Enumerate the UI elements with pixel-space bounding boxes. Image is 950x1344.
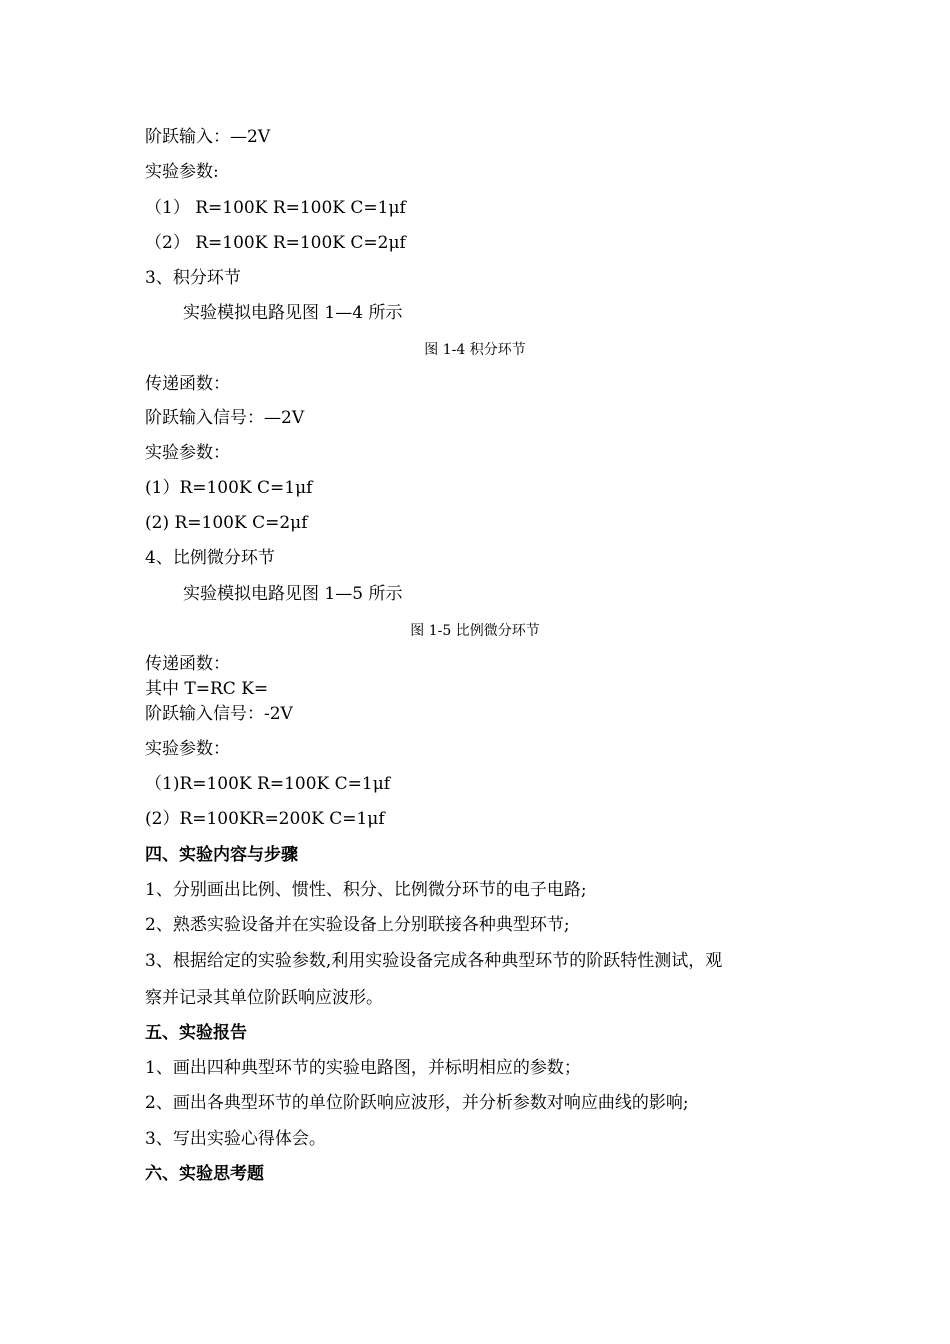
param-line-2: (2) R=100K C=2μf <box>145 513 308 533</box>
section-integral-heading: 3、积分环节 <box>145 268 241 288</box>
section-pd-heading: 4、比例微分环节 <box>145 548 275 568</box>
procedure-item-3-continued: 察并记录其单位阶跃响应波形。 <box>145 988 383 1008</box>
report-item-3: 3、写出实验心得体会。 <box>145 1129 326 1149</box>
formula-t-k-text: 其中 T=RC K= <box>145 679 269 699</box>
param-line-1: （1） R=100K R=100K C=1μf <box>145 198 406 218</box>
params-heading: 实验参数： <box>145 739 230 759</box>
step-input-signal-text: 阶跃输入信号：—2V <box>145 408 305 428</box>
procedure-item-3: 3、根据给定的实验参数,利用实验设备完成各种典型环节的阶跃特性测试，观 <box>145 951 723 971</box>
procedure-item-2: 2、熟悉实验设备并在实验设备上分别联接各种典型环节; <box>145 915 570 935</box>
section-heading-procedure: 四、实验内容与步骤 <box>145 845 298 865</box>
procedure-item-1: 1、分别画出比例、惯性、积分、比例微分环节的电子电路; <box>145 880 587 900</box>
report-item-1: 1、画出四种典型环节的实验电路图，并标明相应的参数； <box>145 1058 581 1078</box>
report-item-2: 2、画出各典型环节的单位阶跃响应波形，并分析参数对响应曲线的影响; <box>145 1093 689 1113</box>
section-heading-questions: 六、实验思考题 <box>145 1164 264 1184</box>
circuit-reference-1-5: 实验模拟电路见图 1—5 所示 <box>183 584 403 604</box>
param-line-1: (1）R=100K C=1μf <box>145 478 313 498</box>
section-heading-report: 五、实验报告 <box>145 1023 247 1043</box>
param-line-1: （1)R=100K R=100K C=1μf <box>145 774 391 794</box>
step-input-text: 阶跃输入：—2V <box>145 127 271 147</box>
figure-caption-1-4: 图 1-4 积分环节 <box>424 342 526 358</box>
params-heading: 实验参数: <box>145 162 219 182</box>
transfer-function-label: 传递函数： <box>145 374 230 394</box>
param-line-2: (2）R=100KR=200K C=1μf <box>145 809 385 829</box>
figure-caption-1-5: 图 1-5 比例微分环节 <box>410 623 540 639</box>
param-line-2: （2） R=100K R=100K C=2μf <box>145 233 406 253</box>
step-input-signal-text: 阶跃输入信号：-2V <box>145 704 293 724</box>
transfer-function-label: 传递函数： <box>145 654 230 674</box>
circuit-reference-1-4: 实验模拟电路见图 1—4 所示 <box>183 303 403 323</box>
params-heading: 实验参数： <box>145 443 230 463</box>
